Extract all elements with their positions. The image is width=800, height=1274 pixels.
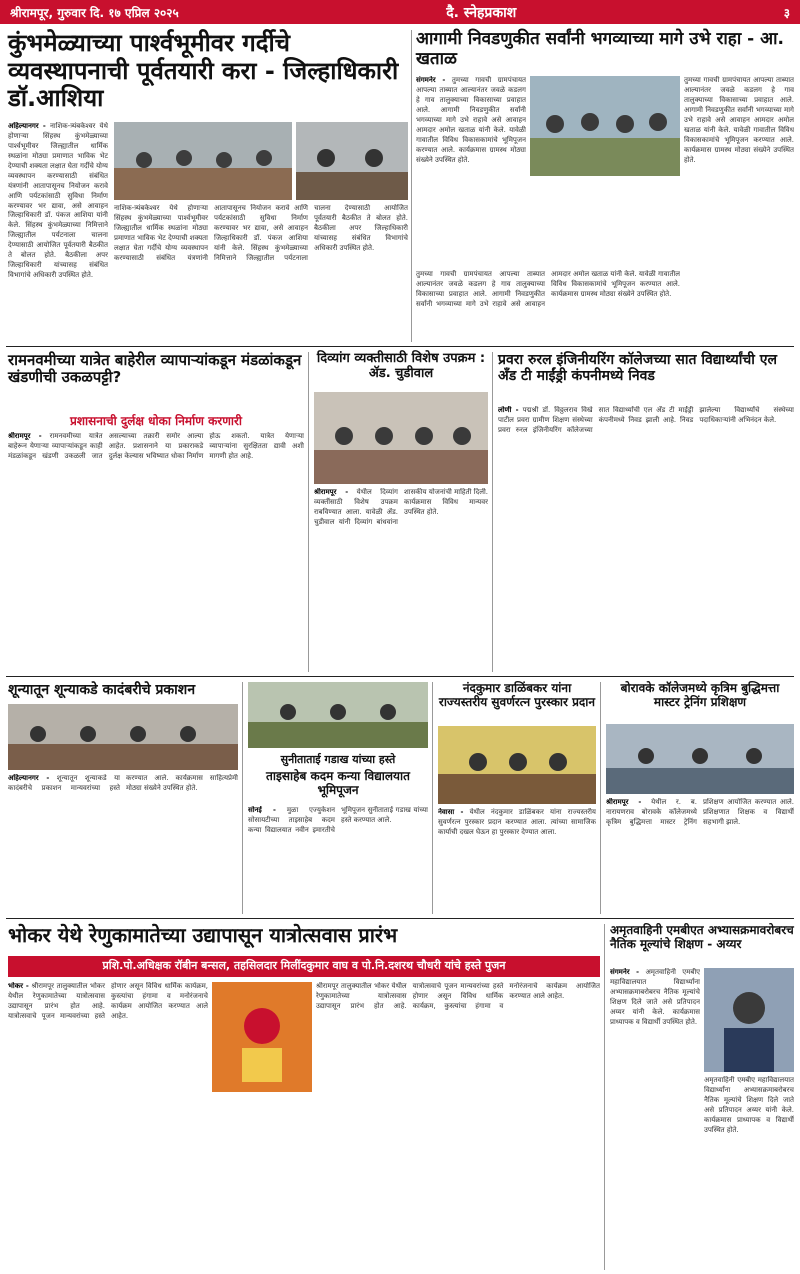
- a5-headline: प्रवरा रुरल इंजिनीयरिंग कॉलेजच्या सात विद्यार्थ्यांची एल अँड टी माईंड्री कंपनीमध्ये निवड: [498, 352, 777, 385]
- a5-body: [498, 406, 794, 672]
- a1-photo2-art: [296, 122, 408, 200]
- col-divider-2: [308, 352, 309, 672]
- a2-body-bottom-text: तुमच्या गावची ग्रामपंचायत आपल्या ताब्यात आल्यानंतर जवळे कडलग हे गाव तालुक्याच्या विकासाच्या प्रवाहात आले. आगामी निवडणुकीत सर्वांनी भगव्याच्या मागे उभे राहावे असे आवाहन आमदार अमोल खताळ यांनी केले. यावेळी गावातील विविध विकासकामांचे भूमिपूजन करण्यात आले. कार्यक्रमास ग्रामस्थ मोठ्या संख्येने उपस्थित होते.: [416, 270, 680, 308]
- a8-dateline: नेवासा -: [438, 808, 464, 816]
- a6-book-launch-photo: [8, 704, 238, 770]
- a3-body: [8, 432, 304, 672]
- a1-meeting-photo: [114, 122, 292, 200]
- rule-row-1: [6, 346, 794, 347]
- masthead-brand: दै. स्नेहप्रकाश: [446, 4, 517, 21]
- a6-body: [8, 774, 238, 912]
- a11-headline: अमृतवाहिनी एमबीएत अभ्यासक्रमावरोबरच नैतिक मूल्यांचे शिक्षण - अय्यर: [610, 923, 794, 951]
- a3-dateline: श्रीरामपूर -: [8, 432, 42, 440]
- a4-photo-art: [314, 392, 488, 484]
- a9-body-text: येथील र. ब. नारायणराव बोरावके कॉलेजमध्ये कृत्रिम बुद्धिमत्ता मास्टर ट्रेनिंग प्रशिक्षण आयोजित करण्यात आले. प्रशिक्षणात शिक्षक व विद्यार्थी सहभागी झाले.: [606, 798, 794, 826]
- a3-headline: रामनवमीच्या यात्रेत बाहेरील व्यापाऱ्यांकडून मंडळांकडून खंडणीची उकळपट्टी?: [8, 351, 302, 387]
- a1-body: [8, 122, 108, 340]
- a1-body-text: नाशिक-त्र्यंबकेश्वर येथे होणाऱ्या सिंहस्थ कुंभमेळ्याच्या पार्श्वभूमीवर जिल्ह्यातील धार्मिक स्थळांना मोठ्या प्रमाणात भाविक भेट देण्याची शक्यता लक्षात घेता गर्दीचे योग्य व्यवस्थापन करण्यासाठी संबंधित यंत्रणांनी आतापासूनच नियोजन करावे आणि पर्यटकांसाठी सुविधा निर्माण करण्यावर भर द्यावा, असे आवाहन जिल्हाधिकारी डॉ. पंकज आशिया यांनी केले. सिंहस्थ कुंभमेळ्याच्या निमित्ताने जिल्ह्यातील पर्यटनाला चालना देण्यासाठी आयोजित पूर्वतयारी बैठकीत ते बोलत होते. बैठकीला अपर जिल्हाधिकारी यांच्यासह संबंधित विभागांचे अधिकारी उपस्थित होते.: [8, 122, 108, 280]
- a4-headline: दिव्यांग व्यक्तीसाठी विशेष उपक्रम : ॲड. चुडीवाल: [316, 351, 486, 381]
- a4-event-photo: [314, 392, 488, 484]
- a9-dateline: श्रीरामपूर -: [606, 798, 642, 806]
- a7-body: [248, 806, 428, 912]
- a2-body-right-text: तुमच्या गावची ग्रामपंचायत आपल्या ताब्यात आल्यानंतर जवळे कडलग हे गाव तालुक्याच्या विकासाच्या प्रवाहात आले. आगामी निवडणुकीत सर्वांनी भगव्याच्या मागे उभे राहावे असे आवाहन आमदार अमोल खताळ यांनी केले. यावेळी गावातील विविध विकासकामांचे भूमिपूजन करण्यात आले. कार्यक्रमास ग्रामस्थ मोठ्या संख्येने उपस्थित होते.: [684, 76, 794, 164]
- rule-row-2: [6, 676, 794, 677]
- a6-headline: शून्यातून शून्याकडे कादंबरीचे प्रकाशन: [8, 682, 196, 698]
- a2-body-bottom: [416, 270, 680, 342]
- a6-photo-art: [8, 704, 238, 770]
- a4-body-text: येथील दिव्यांग व्यक्तींसाठी विशेष उपक्रम राबविण्यात आला. यावेळी ॲड. चुडीवाल यांनी दिव्यांग बांधवांना शासकीय योजनांची माहिती दिली. कार्यक्रमास विविध मान्यवर उपस्थित होते.: [314, 488, 488, 526]
- a11-body: [610, 968, 700, 1268]
- a1-body-cont: [114, 204, 408, 340]
- a1-dateline: अहिल्यानगर -: [8, 122, 46, 130]
- col-divider-5: [432, 682, 433, 914]
- a7-ceremony-photo: [248, 682, 428, 748]
- a1-photo-art: [114, 122, 292, 200]
- a9-body: [606, 798, 794, 912]
- a2-body-right: [684, 76, 794, 342]
- a5-dateline: लोणी -: [498, 406, 519, 414]
- a2-headline: आगामी निवडणुकीत सर्वांनी भगव्याच्या मागे उभे राहा - आ. खताळ: [416, 29, 784, 69]
- a1-headline: कुंभमेळ्याच्या पार्श्वभूमीवर गर्दीचे व्यवस्थापनाची पूर्वतयारी करा - जिल्हाधिकारी डॉ.आशिया: [8, 29, 399, 113]
- a11-speaker-photo: [704, 968, 794, 1072]
- a6-body-text: शून्यातून शून्याकडे या कादंबरीचे प्रकाशन मान्यवरांच्या हस्ते करण्यात आले. कार्यक्रमास साहित्यप्रेमी मोठ्या संख्येने उपस्थित होते.: [8, 774, 238, 792]
- a10-body-text: श्रीरामपूर तालुक्यातील भोकर येथील रेणुकामातेच्या यात्रोत्सवास उद्यापासून प्रारंभ होत आहे. यात्रोत्सवाचे पूजन मान्यवरांच्या हस्ते होणार असून विविध धार्मिक कार्यक्रम, कुस्त्यांचा हंगामा व मनोरंजनाचे कार्यक्रम आयोजित करण्यात आले आहेत.: [8, 982, 208, 1020]
- a4-body: [314, 488, 488, 672]
- a8-headline: नंदकुमार डाळिंबकर यांना राज्यस्तरीय सुवर्णरत्न पुरस्कार प्रदान: [438, 681, 596, 709]
- a9-photo-art: [606, 724, 794, 794]
- a9-training-photo: [606, 724, 794, 794]
- a1-officials-photo: [296, 122, 408, 200]
- a2-body: [416, 76, 526, 266]
- a2-group-photo: [530, 76, 680, 176]
- a8-body: [438, 808, 596, 912]
- a11-body-text: अमृतवाहिनी एमबीए महाविद्यालयात विद्यार्थ्यांना अभ्यासक्रमाबरोबरच नैतिक मूल्यांचे शिक्षण दिले जाते असे प्रतिपादन अय्यर यांनी केले. कार्यक्रमास प्राध्यापक व विद्यार्थी उपस्थित होते.: [610, 968, 700, 1026]
- a11-body-continued: अमृतवाहिनी एमबीए महाविद्यालयात विद्यार्थ्यांना अभ्यासक्रमाबरोबरच नैतिक मूल्यांचे शिक्षण दिले जाते असे प्रतिपादन अय्यर यांनी केले. कार्यक्रमास प्राध्यापक व विद्यार्थी उपस्थित होते.: [704, 1076, 794, 1134]
- col-divider-3: [492, 352, 493, 672]
- a7-dateline: सोनई -: [248, 806, 276, 814]
- col-divider-1: [411, 30, 412, 342]
- a10-body-cont: [316, 982, 600, 1268]
- a3-subhead: प्रशासनाची दुर्लक्ष धोका निर्माण करणारी: [70, 414, 242, 428]
- a10-subhead: प्रशि.पो.अधिक्षक रॉबीन बन्सल, तहसिलदार मिलींदकुमार वाघ व पो.नि.दशरथ चौधरी यांचे हस्ते पुजन: [8, 956, 600, 977]
- a10-dateline: भोकर -: [8, 982, 29, 990]
- a7-caption: सुनीताताई गडाख यांच्या हस्ते: [280, 753, 396, 766]
- a1-body-continued: नाशिक-त्र्यंबकेश्वर येथे होणाऱ्या सिंहस्थ कुंभमेळ्याच्या पार्श्वभूमीवर जिल्ह्यातील धार्मिक स्थळांना मोठ्या प्रमाणात भाविक भेट देण्याची शक्यता लक्षात घेता गर्दीचे योग्य व्यवस्थापन करण्यासाठी संबंधित यंत्रणांनी आतापासूनच नियोजन करावे आणि पर्यटकांसाठी सुविधा निर्माण करण्यावर भर द्यावा, असे आवाहन जिल्हाधिकारी डॉ. पंकज आशिया यांनी केले. सिंहस्थ कुंभमेळ्याच्या निमित्ताने जिल्ह्यातील पर्यटनाला चालना देण्यासाठी आयोजित पूर्वतयारी बैठकीत ते बोलत होते. बैठकीला अपर जिल्हाधिकारी यांच्यासह संबंधित विभागांचे अधिकारी उपस्थित होते.: [114, 204, 408, 262]
- rule-row-3: [6, 918, 794, 919]
- a10-deity-photo: [212, 982, 312, 1092]
- a7-body-text: मुळा एज्युकेशन सोसायटीच्या ताइसाहेब कदम कन्या विद्यालयात नवीन इमारतीचे भूमिपूजन सुनीताताई गडाख यांच्या हस्ते करण्यात आले.: [248, 806, 428, 834]
- a2-photo-art: [530, 76, 680, 176]
- a9-headline: बोरावके कॉलेजमध्ये कृत्रिम बुद्धिमत्ता मास्टर ट्रेनिंग प्रशिक्षण: [620, 681, 780, 709]
- col-divider-7: [604, 924, 605, 1270]
- col-divider-4: [242, 682, 243, 914]
- a10-photo-art: [212, 982, 312, 1092]
- a7-headline: ताइसाहेब कदम कन्या विद्यालयात भूमिपूजन: [266, 769, 410, 797]
- masthead-bar: [0, 0, 800, 24]
- col-divider-6: [600, 682, 601, 914]
- a11-dateline: संगमनेर -: [610, 968, 640, 976]
- a5-body-text: पद्मश्री डॉ. विठ्ठलराव विखे पाटील प्रवरा ग्रामीण शिक्षण संस्थेच्या प्रवरा रुरल इंजिनीयरिंग कॉलेजच्या सात विद्यार्थ्यांची एल अँड टी माईंड्री कंपनीमध्ये निवड झाली आहे. निवड झालेल्या विद्यार्थ्यांचे संस्थेच्या पदाधिकाऱ्यांनी अभिनंदन केले.: [498, 406, 794, 434]
- a7-photo-art: [248, 682, 428, 748]
- a11-photo-art: [704, 968, 794, 1072]
- a10-body: [8, 982, 208, 1268]
- a8-award-photo: [438, 726, 596, 804]
- a3-body-text: रामनवमीच्या यात्रेत बाहेरून येणाऱ्या व्यापाऱ्यांकडून काही मंडळांकडून खंडणी उकळली जात असल्याच्या तक्रारी समोर आल्या आहेत. प्रशासनाने या प्रकाराकडे दुर्लक्ष केल्यास भविष्यात धोका निर्माण होऊ शकतो. यात्रेत येणाऱ्या व्यापाऱ्यांना सुरक्षितता द्यावी अशी मागणी होत आहे.: [8, 432, 304, 460]
- page-number: ३: [783, 5, 790, 20]
- a2-body-text: तुमच्या गावची ग्रामपंचायत आपल्या ताब्यात आल्यानंतर जवळे कडलग हे गाव तालुक्याच्या विकासाच्या प्रवाहात आले. आगामी निवडणुकीत सर्वांनी भगव्याच्या मागे उभे राहावे असे आवाहन आमदार अमोल खताळ यांनी केले. यावेळी गावातील विविध विकासकामांचे भूमिपूजन करण्यात आले. कार्यक्रमास ग्रामस्थ मोठ्या संख्येने उपस्थित होते.: [416, 76, 526, 164]
- a8-photo-art: [438, 726, 596, 804]
- masthead-date: श्रीरामपूर, गुरुवार दि. १७ एप्रिल २०२५: [10, 5, 179, 20]
- a2-dateline: संगमनेर -: [416, 76, 446, 84]
- a8-body-text: येथील नंदकुमार डाळिंबकर यांना राज्यस्तरीय सुवर्णरत्न पुरस्कार प्रदान करण्यात आला. त्यांच्या सामाजिक कार्याची दखल घेऊन हा पुरस्कार देण्यात आला.: [438, 808, 596, 836]
- a4-dateline: श्रीरामपूर -: [314, 488, 349, 496]
- a10-headline: भोकर येथे रेणुकामातेच्या उद्यापासून यात्रोत्सवास प्रारंभ: [8, 923, 398, 947]
- a11-body-cont: [704, 1076, 794, 1268]
- a10-body-continued: श्रीरामपूर तालुक्यातील भोकर येथील रेणुकामातेच्या यात्रोत्सवास उद्यापासून प्रारंभ होत आहे. यात्रोत्सवाचे पूजन मान्यवरांच्या हस्ते होणार असून विविध धार्मिक कार्यक्रम, कुस्त्यांचा हंगामा व मनोरंजनाचे कार्यक्रम आयोजित करण्यात आले आहेत.: [316, 982, 600, 1010]
- a6-dateline: अहिल्यानगर -: [8, 774, 50, 782]
